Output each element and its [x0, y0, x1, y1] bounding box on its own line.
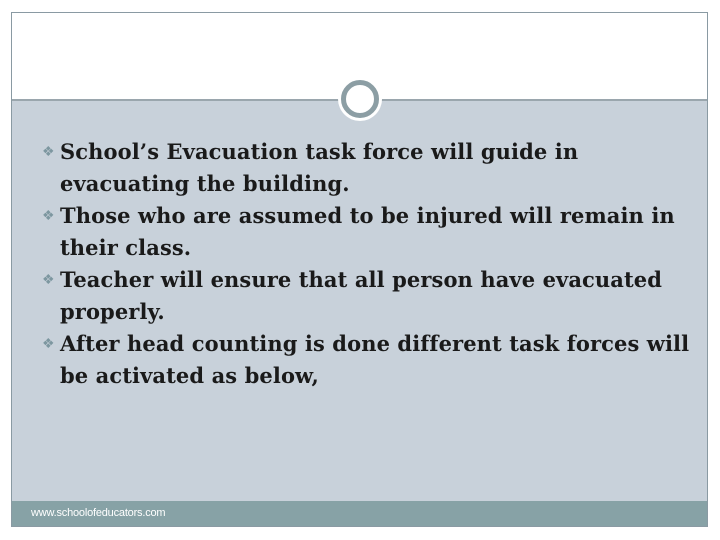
bullet-text: School’s Evacuation task force will guide in evacuating the building. [60, 139, 579, 196]
ring-ornament-icon [341, 80, 379, 118]
slide-frame [11, 12, 708, 527]
diamond-bullet-icon: ❖ [42, 208, 55, 224]
bullet-item [42, 136, 702, 200]
footer-bar [12, 501, 707, 526]
bullet-item [42, 264, 702, 328]
diamond-bullet-icon: ❖ [42, 336, 55, 352]
bullet-item [42, 328, 702, 392]
bullet-list [42, 136, 702, 392]
bullet-text: Teacher will ensure that all person have evacuated properly. [60, 267, 663, 324]
footer-url[interactable]: www.schoolofeducators.com [31, 507, 166, 519]
bullet-item [42, 200, 702, 264]
bullet-text: After head counting is done different task forces will be activated as below, [60, 331, 690, 388]
diamond-bullet-icon: ❖ [42, 272, 55, 288]
diamond-bullet-icon: ❖ [42, 144, 55, 160]
bullet-text: Those who are assumed to be injured will remain in their class. [60, 203, 675, 260]
